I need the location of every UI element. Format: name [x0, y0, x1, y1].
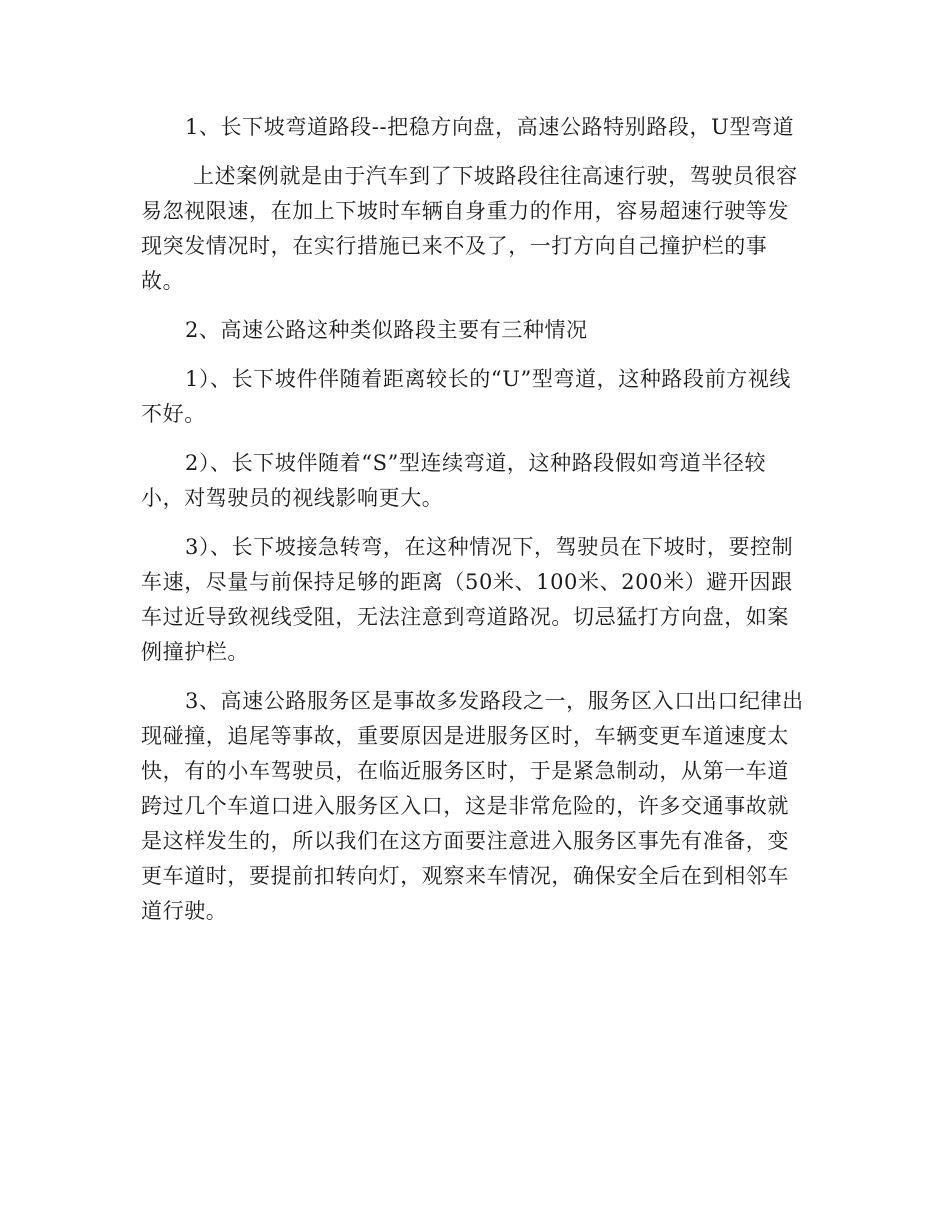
section-heading-3-paragraph: 3、高速公路服务区是事故多发路段之一，服务区入口出口纪律出现碰撞，追尾等事故，重要原因是进服务区时，车辆变更车道速度太快，有的小车驾驶员，在临近服务区时，于是紧急制动，从第一车道跨过几个车道口进入服务区入口，这是非常危险的，许多交通事故就是这样发生的，所以我们在这方面要注意进入服务区事先有准备，变更车道时，要提前扣转向灯，观察来车情况，确保安全后在到相邻车道行驶。 — [141, 689, 804, 923]
section-heading-1: 1、长下坡弯道路段--把稳方向盘，高速公路特别路段，U型弯道 — [185, 115, 795, 139]
document-body — [141, 110, 809, 943]
list-item-1: 1）、长下坡件伴随着距离较长的“U”型弯道，这种路段前方视线不好。 — [141, 367, 792, 426]
section-heading-2: 2、高速公路这种类似路段主要有三种情况 — [185, 318, 588, 342]
list-item-2: 2）、长下坡伴随着“S”型连续弯道，这种路段假如弯道半径较小，对驾驶员的视线影响更大。 — [141, 451, 767, 510]
paragraph-case-description: 上述案例就是由于汽车到了下坡路段往往高速行驶，驾驶员很容易忽视限速，在加上下坡时车辆自身重力的作用，容易超速行驶等发现突发情况时，在实行措施已来不及了，一打方向自己撞护栏的事故。 — [141, 164, 798, 293]
list-item-3: 3）、长下坡接急转弯，在这种情况下，驾驶员在下坡时，要控制车速，尽量与前保持足够的距离（50米、100米、200米）避开因跟车过近导致视线受阻，无法注意到弯道路况。切忌猛打方向盘，如案例撞护栏。 — [141, 535, 794, 664]
